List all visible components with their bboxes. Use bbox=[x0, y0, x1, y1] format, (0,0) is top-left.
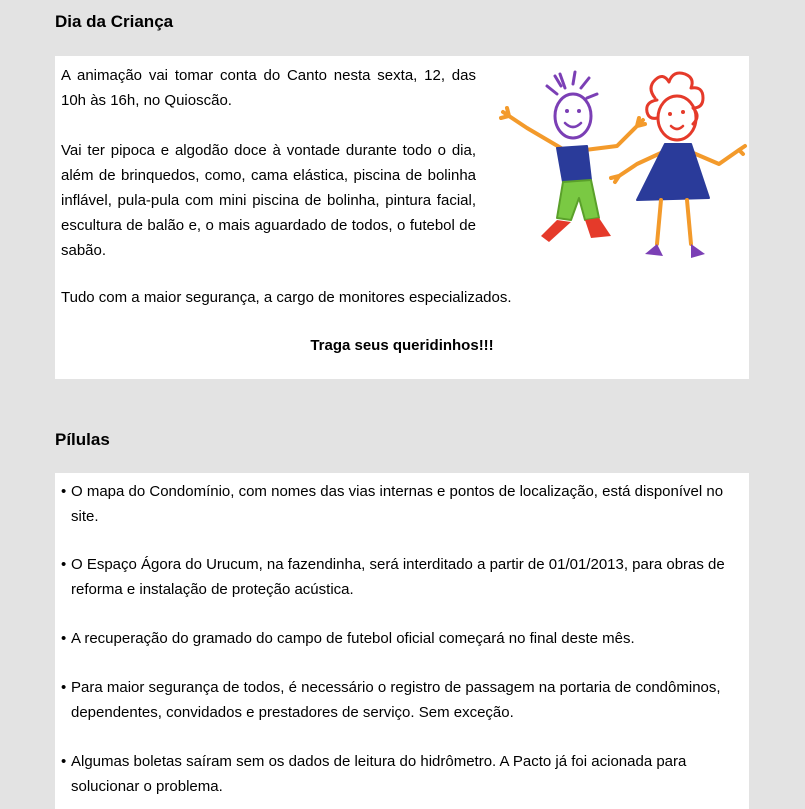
bullet-icon: • bbox=[61, 753, 67, 770]
dia-da-crianca-box bbox=[55, 56, 749, 379]
paragraph-intro: A animação vai tomar conta do Canto nesta sexta, 12, das 10h às 16h, no Quioscão. bbox=[61, 67, 476, 109]
kids-drawing-icon bbox=[487, 68, 749, 268]
paragraph-safety: Tudo com a maior segurança, a cargo de monitores especializados. bbox=[61, 289, 512, 306]
bullet-icon: • bbox=[61, 630, 67, 647]
section-title-dia-da-crianca: Dia da Criança bbox=[55, 12, 174, 31]
list-item: • O Espaço Ágora do Urucum, na fazendinha, será interditado a partir de 01/01/2013, para obras de reforma e instalação de proteção acústica. bbox=[61, 552, 741, 602]
bullet-icon: • bbox=[61, 483, 67, 500]
list-item: • A recuperação do gramado do campo de futebol oficial começará no final deste mês. bbox=[61, 626, 741, 651]
section-title-pilulas: Pílulas bbox=[55, 430, 110, 449]
bullet-icon: • bbox=[61, 679, 67, 696]
pilulas-box bbox=[55, 473, 749, 809]
list-item: • O mapa do Condomínio, com nomes das vias internas e pontos de localização, está disponível no site. bbox=[61, 479, 741, 529]
list-item: • Para maior segurança de todos, é necessário o registro de passagem na portaria de condôminos, dependentes, convidados e prestadores de serviço. Sem exceção. bbox=[61, 675, 741, 725]
bullet-icon: • bbox=[61, 556, 67, 573]
call-to-action: Traga seus queridinhos!!! bbox=[310, 337, 494, 354]
paragraph-activities: Vai ter pipoca e algodão doce à vontade durante todo o dia, além de brinquedos, como, cama elástica, piscina de bolinha inflável, pula-pula com mini piscina de bolinha, pintura facial, escultura de balão e, o mais aguardado de todos, o futebol de sabão. bbox=[61, 142, 476, 259]
list-item: • Algumas boletas saíram sem os dados de leitura do hidrômetro. A Pacto já foi acionada para solucionar o problema. bbox=[61, 749, 741, 799]
